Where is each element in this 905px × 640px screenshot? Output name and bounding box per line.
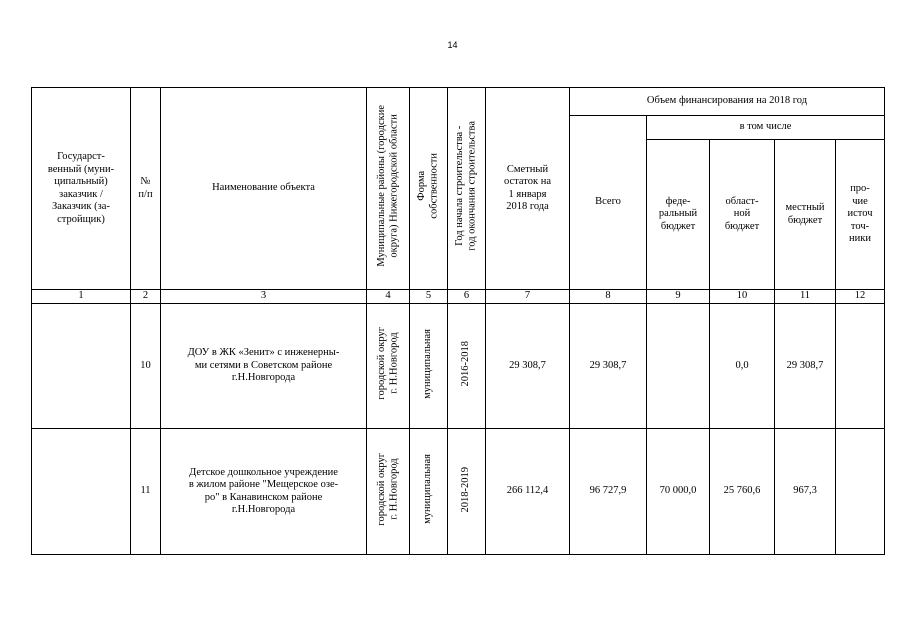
column-number: 6 bbox=[448, 290, 486, 304]
row-district: городской округ г. Н.Новгород bbox=[375, 327, 399, 401]
row-federal: 70 000,0 bbox=[647, 429, 710, 555]
row-local: 967,3 bbox=[775, 429, 836, 555]
row-years: 2018-2019 bbox=[460, 466, 472, 512]
row-ownership: муниципальная bbox=[422, 328, 434, 399]
row-ownership-cell bbox=[410, 429, 448, 555]
row-customer bbox=[32, 429, 131, 555]
row-total: 96 727,9 bbox=[570, 429, 647, 555]
column-number: 4 bbox=[367, 290, 410, 304]
header-regional: област- ной бюджет bbox=[710, 140, 775, 290]
header-local: местный бюджет bbox=[775, 140, 836, 290]
row-years: 2016-2018 bbox=[460, 341, 472, 387]
row-years-cell bbox=[448, 304, 486, 429]
header-years: Год начала строительства - год окончания строительства bbox=[454, 121, 478, 252]
row-estimate: 29 308,7 bbox=[486, 304, 570, 429]
header-ownership: Форма собственности bbox=[416, 153, 440, 220]
row-ownership: муниципальная bbox=[422, 454, 434, 525]
column-number: 9 bbox=[647, 290, 710, 304]
row-other bbox=[836, 429, 885, 555]
investment-table bbox=[31, 87, 885, 555]
header-customer: Государст- венный (муни- ципальный) заказчик / Заказчик (за- стройщик) bbox=[32, 88, 131, 290]
header-districts-cell bbox=[367, 88, 410, 290]
table-row bbox=[32, 304, 885, 429]
column-number: 7 bbox=[486, 290, 570, 304]
column-number: 8 bbox=[570, 290, 647, 304]
header-including: в том числе bbox=[647, 116, 885, 140]
row-total: 29 308,7 bbox=[570, 304, 647, 429]
header-row-1 bbox=[32, 88, 885, 116]
column-number: 1 bbox=[32, 290, 131, 304]
row-district: городской округ г. Н.Новгород bbox=[375, 452, 399, 526]
column-number: 12 bbox=[836, 290, 885, 304]
column-number: 11 bbox=[775, 290, 836, 304]
row-estimate: 266 112,4 bbox=[486, 429, 570, 555]
row-regional: 25 760,6 bbox=[710, 429, 775, 555]
column-number: 5 bbox=[410, 290, 448, 304]
column-number: 2 bbox=[131, 290, 161, 304]
header-years-cell bbox=[448, 88, 486, 290]
header-object-name: Наименование объекта bbox=[161, 88, 367, 290]
row-object-name: ДОУ в ЖК «Зенит» с инженерны- ми сетями в Советском районе г.Н.Новгорода bbox=[161, 304, 367, 429]
row-regional: 0,0 bbox=[710, 304, 775, 429]
row-number: 10 bbox=[131, 304, 161, 429]
column-number: 3 bbox=[161, 290, 367, 304]
table-row bbox=[32, 429, 885, 555]
row-other bbox=[836, 304, 885, 429]
column-number: 10 bbox=[710, 290, 775, 304]
header-ownership-cell bbox=[410, 88, 448, 290]
header-other: про- чие источ точ- ники bbox=[836, 140, 885, 290]
header-districts: Муниципальные районы (городские округа) Нижегородской области bbox=[375, 105, 399, 268]
header-estimate: Сметный остаток на 1 января 2018 года bbox=[486, 88, 570, 290]
row-ownership-cell bbox=[410, 304, 448, 429]
row-district-cell bbox=[367, 304, 410, 429]
page-number: 14 bbox=[447, 40, 458, 50]
row-object-name: Детское дошкольное учреждение в жилом районе "Мещерское озе- ро" в Канавинском районе г.Н.Новгорода bbox=[161, 429, 367, 555]
header-number: № п/п bbox=[131, 88, 161, 290]
column-numbers-row bbox=[32, 290, 885, 304]
header-financing: Объем финансирования на 2018 год bbox=[570, 88, 885, 116]
row-district-cell bbox=[367, 429, 410, 555]
header-federal: феде- ральный бюджет bbox=[647, 140, 710, 290]
row-number: 11 bbox=[131, 429, 161, 555]
row-customer bbox=[32, 304, 131, 429]
row-years-cell bbox=[448, 429, 486, 555]
row-federal bbox=[647, 304, 710, 429]
row-local: 29 308,7 bbox=[775, 304, 836, 429]
header-total: Всего bbox=[570, 116, 647, 290]
